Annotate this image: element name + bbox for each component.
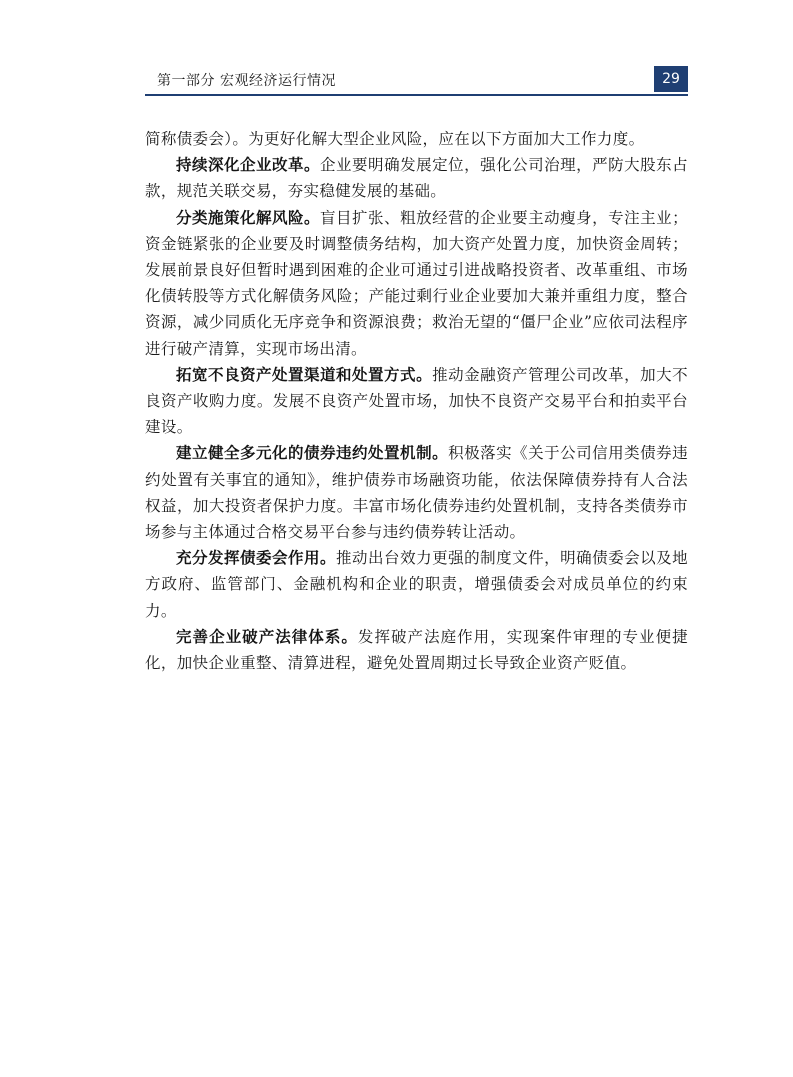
paragraph-heading: 完善企业破产法律体系。 (176, 627, 358, 646)
paragraph-text: 企业要明确发展定位，强化公司治理，严防大股东占款，规范关联交易，夯实稳健发展的基础。 (145, 156, 688, 201)
paragraph-npa-disposal (145, 362, 688, 441)
paragraph-creditor-committee (145, 545, 688, 624)
page-header (145, 60, 688, 98)
paragraph-heading: 建立健全多元化的债券违约处置机制。 (176, 444, 449, 463)
paragraph-bankruptcy-law (145, 624, 688, 676)
paragraph-bond-default (145, 440, 688, 545)
header-rule (145, 94, 688, 96)
paragraph-text: 盲目扩张、粗放经营的企业要主动瘦身，专注主业；资金链紧张的企业要及时调整债务结构，加大资产处置力度，加快资金周转；发展前景良好但暂时遇到困难的企业可通过引进战略投资者、改革重组、市场化债转股等方式化解债务风险；产能过剩行业企业要加大兼并重组力度，整合资源，减少同质化无序竞争和资源浪费；救治无望的“僵尸企业”应依司法程序进行破产清算，实现市场出清。 (145, 208, 688, 358)
paragraph-text: 积极落实《关于公司信用类债券违约处置有关事宜的通知》，维护债券市场融资功能，依法保障债券持有人合法权益，加大投资者保护力度。丰富市场化债券违约处置机制，支持各类债券市场参与主体通过合格交易平台参与违约债券转让活动。 (145, 444, 688, 542)
paragraph-heading: 分类施策化解风险。 (176, 208, 321, 227)
paragraph-text: 推动金融资产管理公司改革，加大不良资产收购力度。发展不良资产处置市场，加快不良资产交易平台和拍卖平台建设。 (145, 365, 688, 437)
paragraph-text: 推动出台效力更强的制度文件，明确债委会以及地方政府、监管部门、金融机构和企业的职责，增强债委会对成员单位的约束力。 (145, 549, 688, 620)
paragraph-text: 发挥破产法庭作用，实现案件审理的专业便捷化，加快企业重整、清算进程，避免处置周期过长导致企业资产贬值。 (145, 627, 688, 673)
paragraph-continuation (145, 126, 688, 152)
page-number-badge: 29 (654, 66, 688, 92)
paragraph-classified-risk (145, 205, 688, 362)
paragraph-enterprise-reform (145, 152, 688, 204)
paragraph-heading: 持续深化企业改革。 (176, 156, 321, 175)
section-title: 第一部分 宏观经济运行情况 (157, 73, 336, 89)
paragraph-heading: 充分发挥债委会作用。 (176, 549, 337, 568)
body-text (145, 126, 688, 676)
paragraph-text: 简称债委会）。为更好化解大型企业风险，应在以下方面加大工作力度。 (145, 130, 645, 148)
paragraph-heading: 拓宽不良资产处置渠道和处置方式。 (176, 365, 433, 384)
